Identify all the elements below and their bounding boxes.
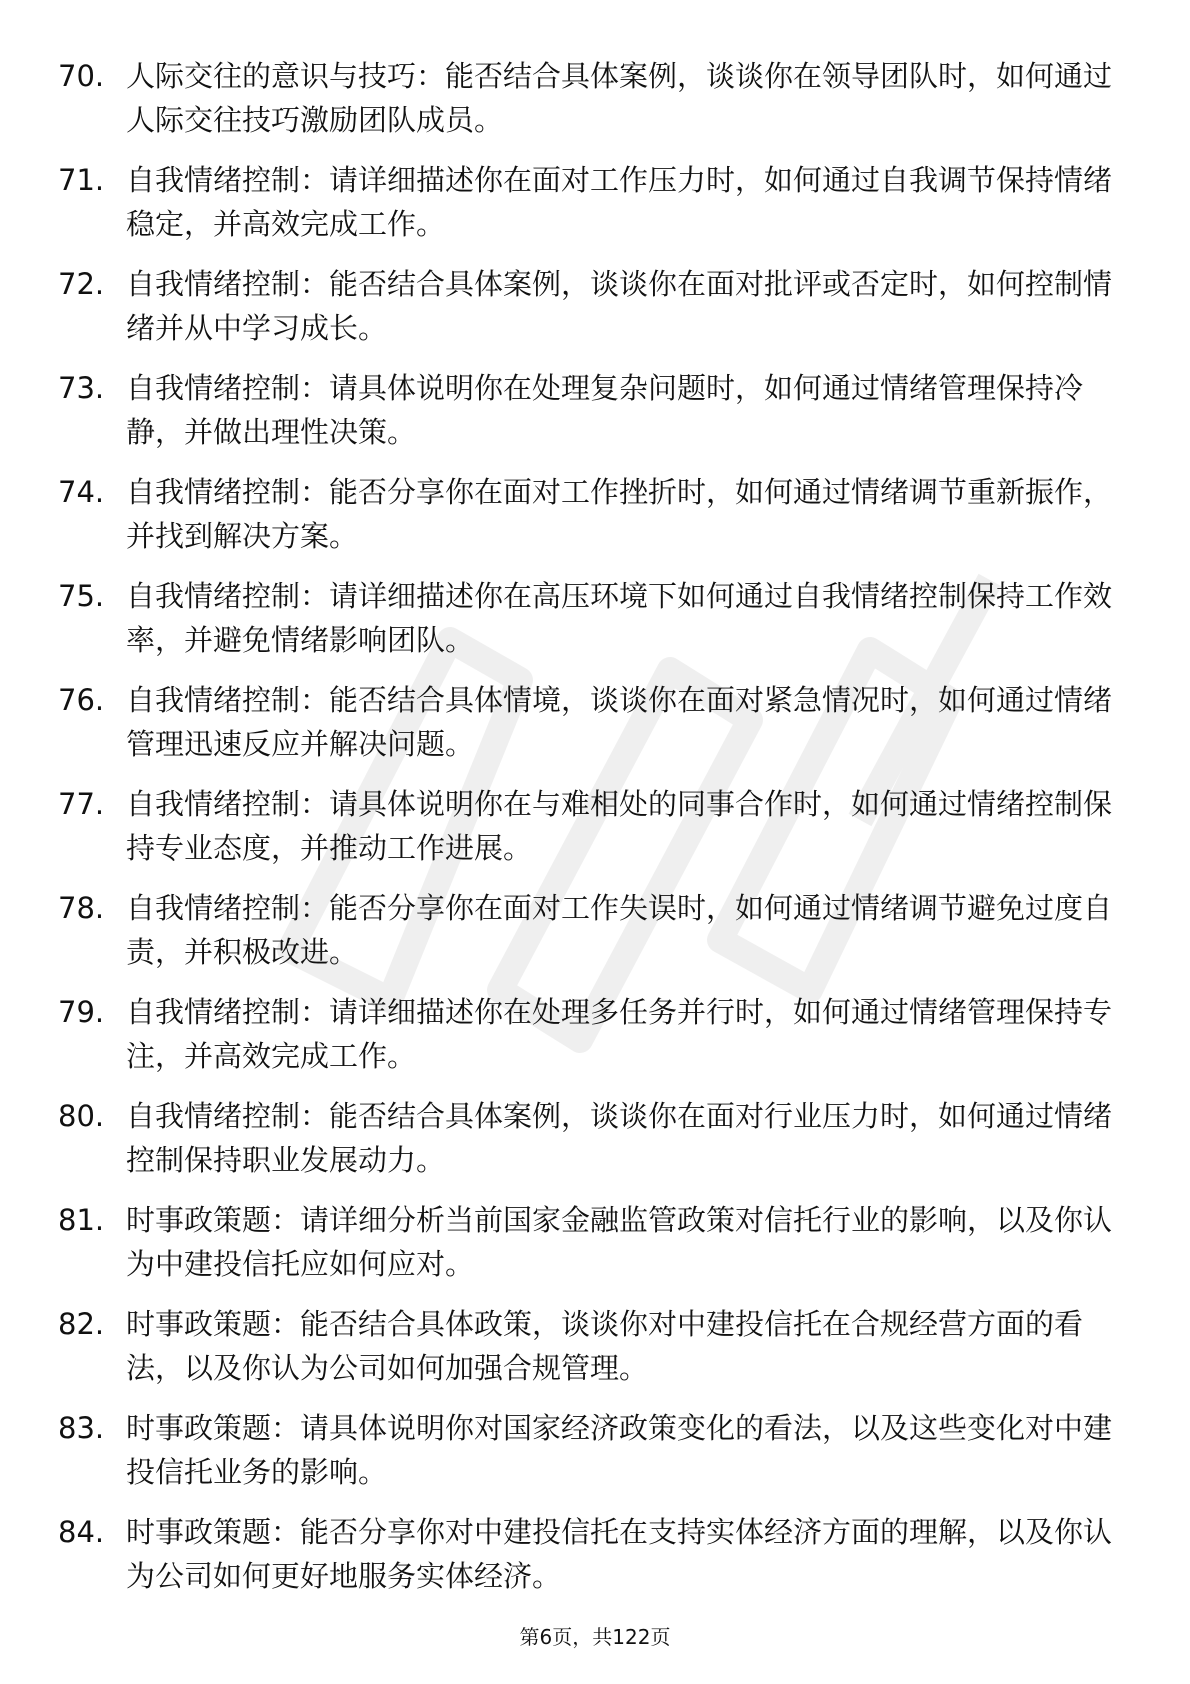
question-item (58, 1198, 1138, 1286)
question-text: 自我情绪控制：能否分享你在面对工作失误时，如何通过情绪调节避免过度自责，并积极改进。 (126, 891, 1113, 969)
question-number: 77. (58, 787, 105, 821)
question-list (58, 54, 1138, 1614)
question-number: 73. (58, 371, 105, 405)
question-number: 71. (58, 163, 105, 197)
question-number: 74. (58, 475, 105, 509)
question-number: 75. (58, 579, 105, 613)
question-item (58, 366, 1138, 454)
question-text: 自我情绪控制：能否结合具体案例，谈谈你在面对行业压力时，如何通过情绪控制保持职业发展动力。 (126, 1099, 1113, 1177)
question-item (58, 54, 1138, 142)
question-item (58, 1094, 1138, 1182)
question-text: 自我情绪控制：请详细描述你在高压环境下如何通过自我情绪控制保持工作效率，并避免情绪影响团队。 (126, 579, 1113, 657)
question-number: 76. (58, 683, 105, 717)
question-item (58, 262, 1138, 350)
question-item (58, 782, 1138, 870)
question-text: 时事政策题：能否分享你对中建投信托在支持实体经济方面的理解，以及你认为公司如何更好地服务实体经济。 (126, 1515, 1113, 1593)
question-text: 时事政策题：请详细分析当前国家金融监管政策对信托行业的影响，以及你认为中建投信托应如何应对。 (126, 1203, 1113, 1281)
question-number: 78. (58, 891, 105, 925)
question-text: 自我情绪控制：能否结合具体情境，谈谈你在面对紧急情况时，如何通过情绪管理迅速反应并解决问题。 (126, 683, 1113, 761)
question-item (58, 158, 1138, 246)
question-item (58, 470, 1138, 558)
question-item (58, 1406, 1138, 1494)
question-text: 自我情绪控制：能否结合具体案例，谈谈你在面对批评或否定时，如何控制情绪并从中学习成长。 (126, 267, 1113, 345)
question-text: 自我情绪控制：能否分享你在面对工作挫折时，如何通过情绪调节重新振作，并找到解决方案。 (126, 475, 1113, 553)
question-text: 时事政策题：请具体说明你对国家经济政策变化的看法，以及这些变化对中建投信托业务的影响。 (126, 1411, 1113, 1489)
page-number-label: 第6页，共122页 (519, 1625, 671, 1649)
question-number: 79. (58, 995, 105, 1029)
question-number: 84. (58, 1515, 105, 1549)
question-number: 81. (58, 1203, 105, 1237)
question-text: 自我情绪控制：请详细描述你在处理多任务并行时，如何通过情绪管理保持专注，并高效完成工作。 (126, 995, 1113, 1073)
question-text: 人际交往的意识与技巧：能否结合具体案例，谈谈你在领导团队时，如何通过人际交往技巧激励团队成员。 (126, 59, 1113, 137)
question-text: 时事政策题：能否结合具体政策，谈谈你对中建投信托在合规经营方面的看法，以及你认为公司如何加强合规管理。 (126, 1307, 1084, 1385)
question-item (58, 1510, 1138, 1598)
question-item (58, 574, 1138, 662)
page-footer (0, 1623, 1190, 1651)
question-number: 72. (58, 267, 105, 301)
question-item (58, 990, 1138, 1078)
question-number: 80. (58, 1099, 105, 1133)
question-text: 自我情绪控制：请具体说明你在处理复杂问题时，如何通过情绪管理保持冷静，并做出理性决策。 (126, 371, 1084, 449)
question-text: 自我情绪控制：请具体说明你在与难相处的同事合作时，如何通过情绪控制保持专业态度，并推动工作进展。 (126, 787, 1113, 865)
question-number: 82. (58, 1307, 105, 1341)
question-item (58, 886, 1138, 974)
question-number: 70. (58, 59, 105, 93)
question-text: 自我情绪控制：请详细描述你在面对工作压力时，如何通过自我调节保持情绪稳定，并高效完成工作。 (126, 163, 1113, 241)
question-number: 83. (58, 1411, 105, 1445)
question-item (58, 678, 1138, 766)
question-item (58, 1302, 1138, 1390)
